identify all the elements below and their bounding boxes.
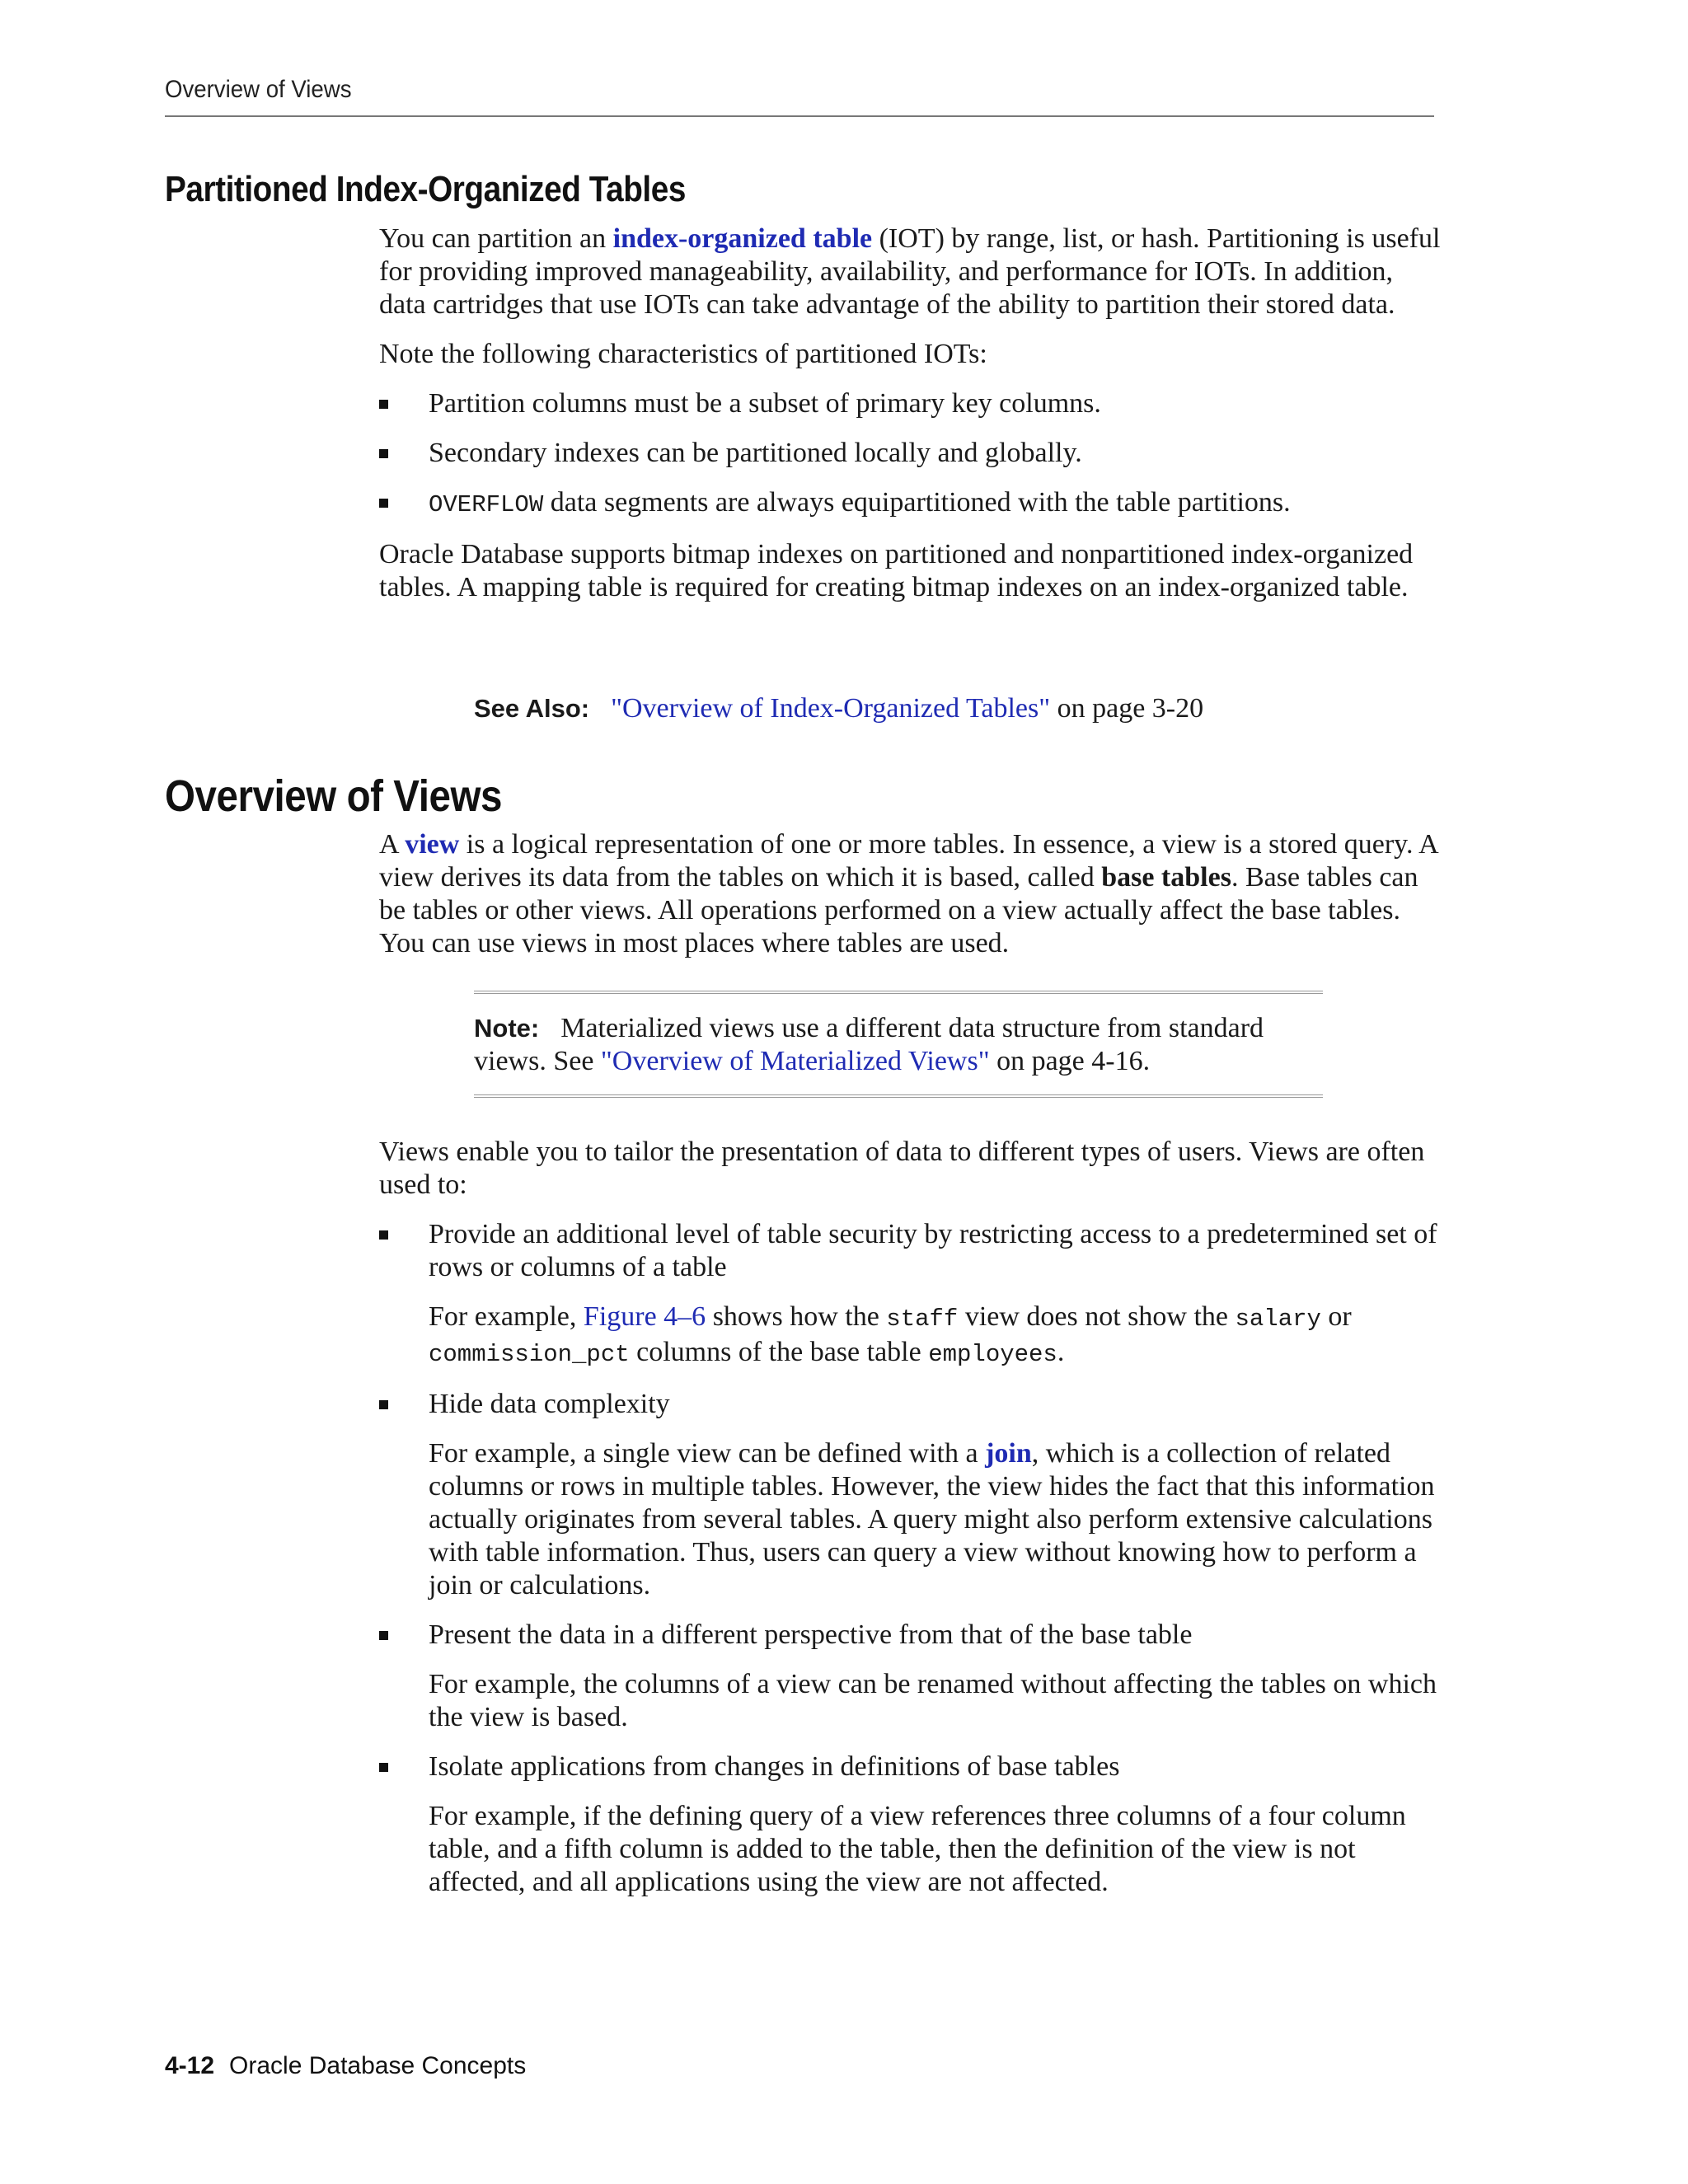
section-body-views-intro [379,828,1442,977]
bullet-square-icon [379,1631,388,1640]
bullet-list [379,387,1442,522]
xref-link-figure-4-6[interactable]: Figure 4–6 [583,1301,706,1332]
paragraph: You can partition an index-organized table (IOT) by range, list, or hash. Partitioning is useful for providing improved manageability, availability, and performance for IOTs. In addition, data cartridges that use IOTs can take advantage of the ability to partition their stored data. [379,223,1441,320]
see-also-label: See Also: [474,694,590,723]
see-also: See Also: "Overview of Index-Organized Tables" on page 3-20 [474,693,1204,724]
glossary-link-view[interactable]: view [405,829,460,860]
example-paragraph: For example, a single view can be defined with a join, which is a collection of related columns or rows in multiple tables. However, the view hides the fact that this information actually originates from several tables. A query might also perform extensive calculations with table information. Thus, users can query a view without knowing how to perform a join or calculations. [429,1438,1435,1601]
header-rule [165,115,1434,117]
note-box: Note: Materialized views use a different data structure from standard views. See "Overview of Materialized Views" on page 4-16. [474,991,1323,1098]
running-header: Overview of Views [165,76,352,103]
bullet-square-icon [379,1400,388,1409]
bullet-square-icon [379,449,388,458]
paragraph: Views enable you to tailor the presentation of data to different types of users. Views are often used to: [379,1137,1425,1200]
list-item: Secondary indexes can be partitioned locally and globally. [379,437,1442,470]
list-item: Hide data complexity For example, a single view can be defined with a join, which is a collection of related columns or rows in multiple tables. However, the view hides the fact that this information actually originates from several tables. A query might also perform extensive calculations with table information. Thus, users can query a view without knowing how to perform a join or calculations. [379,1388,1442,1602]
book-title: Oracle Database Concepts [229,2052,527,2079]
list-item: OVERFLOW data segments are always equipartitioned with the table partitions. [379,486,1442,522]
glossary-link-index-organized-table[interactable]: index-organized table [612,223,873,254]
section-title-overview-of-views: Overview of Views [165,771,502,821]
bullet-square-icon [379,499,388,508]
paragraph: Note the following characteristics of partitioned IOTs: [379,339,987,369]
example-paragraph: For example, if the defining query of a view references three columns of a four column table, and a fifth column is added to the table, then the definition of the view is not affected, and all applications using the view are not affected. [429,1801,1406,1897]
xref-link-materialized-views[interactable]: "Overview of Materialized Views" [600,1046,990,1076]
code-overflow: OVERFLOW [429,491,544,518]
code-salary: salary [1235,1305,1321,1333]
list-item: Present the data in a different perspective from that of the base table For example, the columns of a view can be renamed without affecting the tables on which the view is based. [379,1619,1442,1734]
section-body-partitioned-iot [379,223,1442,621]
page-footer [165,2052,526,2080]
section-body-views-uses [379,1136,1442,1915]
list-item: Partition columns must be a subset of primary key columns. [379,387,1442,420]
glossary-link-join[interactable]: join [985,1438,1032,1469]
bullet-square-icon [379,1763,388,1772]
paragraph: Oracle Database supports bitmap indexes on partitioned and nonpartitioned index-organized tables. A mapping table is required for creating bitmap indexes on an index-organized table. [379,539,1414,602]
bullet-square-icon [379,400,388,409]
note-label: Note: [474,1014,540,1043]
page-number: 4-12 [165,2052,215,2079]
bullet-list [379,1218,1442,1899]
paragraph: A view is a logical representation of one or more tables. In essence, a view is a stored query. A view derives its data from the tables on which it is based, called base tables. Base tables can be tables or other views. All operations performed on a view actually affect the base tables. You can use views in most places where tables are used. [379,829,1437,958]
list-item: Provide an additional level of table security by restricting access to a predetermined set of rows or columns of a table For example, Figure 4–6 shows how the staff view does not show the salary or commission_pct columns of the base table employees. [379,1218,1442,1371]
bullet-square-icon [379,1230,388,1240]
term-base-tables: base tables [1101,862,1231,893]
example-paragraph: For example, Figure 4–6 shows how the staff view does not show the salary or commission_pct columns of the base table employees. [429,1301,1352,1368]
example-paragraph: For example, the columns of a view can be renamed without affecting the tables on which the view is based. [429,1669,1437,1732]
section-title-partitioned-iot: Partitioned Index-Organized Tables [165,169,686,209]
code-employees: employees [928,1341,1057,1368]
code-staff: staff [886,1305,959,1333]
list-item: Isolate applications from changes in definitions of base tables For example, if the defining query of a view references three columns of a four column table, and a fifth column is added to the table, then the definition of the view is not affected, and all applications using the view are not affected. [379,1750,1442,1899]
code-commission-pct: commission_pct [429,1341,630,1368]
xref-link-overview-iot[interactable]: "Overview of Index-Organized Tables" [611,693,1051,724]
